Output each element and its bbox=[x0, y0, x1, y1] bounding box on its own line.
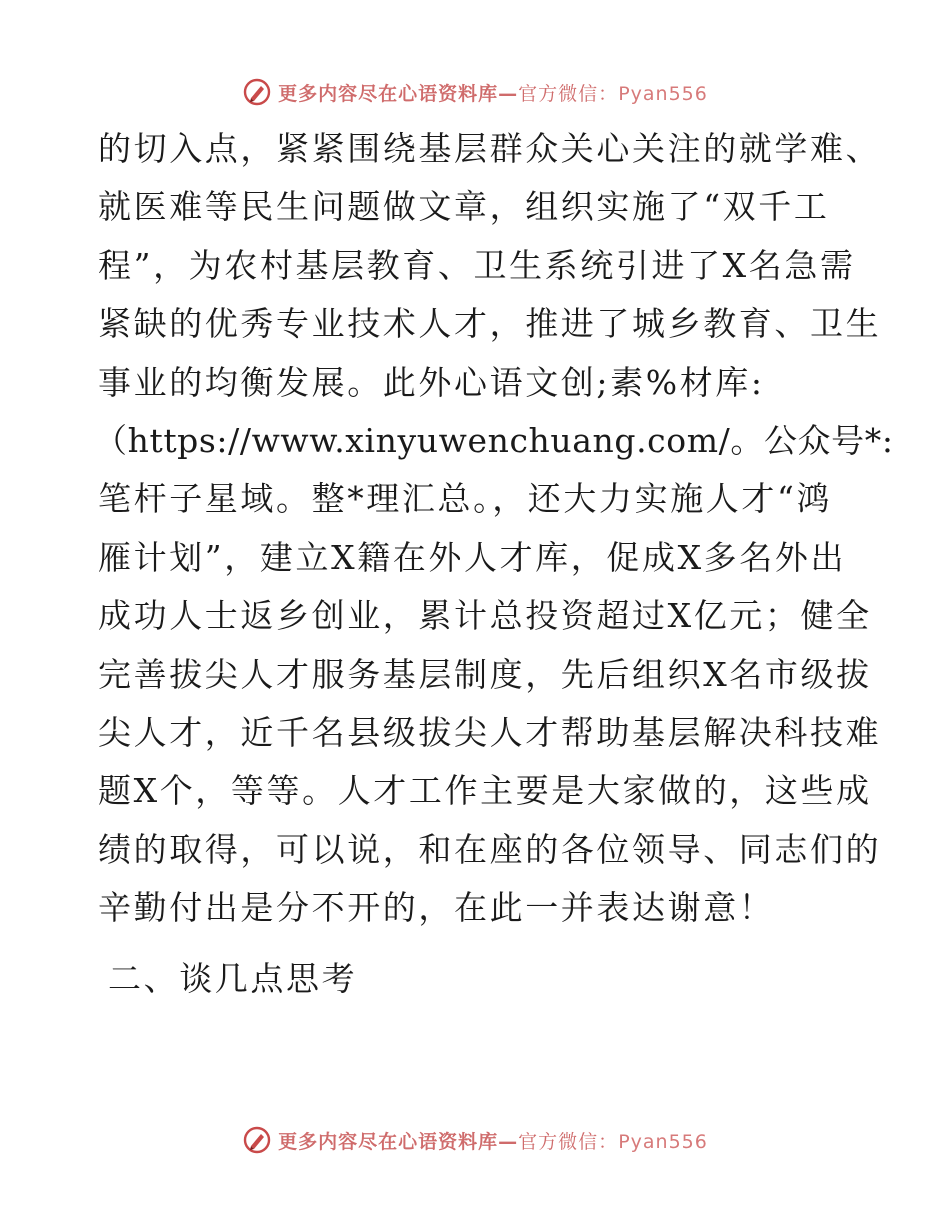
body-line: 完善拔尖人才服务基层制度，先后组织X名市级拔 bbox=[98, 654, 872, 694]
watermark-text bbox=[278, 79, 708, 106]
watermark-text bbox=[278, 1127, 708, 1154]
body-line: 雁计划”，建立X籍在外人才库，促成X多名外出 bbox=[98, 537, 847, 577]
body-line: 程”，为农村基层教育、卫生系统引进了X名急需 bbox=[98, 245, 856, 285]
pen-logo-icon bbox=[242, 1125, 272, 1155]
body-line: 题X个，等等。人才工作主要是大家做的，这些成 bbox=[98, 771, 872, 811]
watermark-banner-top bbox=[0, 72, 950, 112]
body-line: 尖人才，近千名县级拔尖人才帮助基层解决科技难 bbox=[98, 712, 882, 752]
watermark-handle: Pyan556 bbox=[618, 82, 708, 105]
body-line: 紧缺的优秀专业技术人才，推进了城乡教育、卫生 bbox=[98, 304, 882, 344]
watermark-prefix: 更多内容尽在心语资料库 bbox=[278, 82, 499, 105]
watermark-label: 官方微信： bbox=[518, 82, 619, 105]
watermark-separator: — bbox=[498, 1130, 519, 1153]
body-line: 笔杆子星域。整*理汇总。，还大力实施人才“鸿 bbox=[98, 479, 833, 519]
body-line: 的切入点，紧紧围绕基层群众关心关注的就学难、 bbox=[98, 129, 882, 168]
pen-logo-icon bbox=[242, 77, 272, 107]
document-body bbox=[94, 120, 894, 937]
body-line: 辛勤付出是分不开的，在此一并表达谢意！ bbox=[98, 888, 775, 928]
body-line: 事业的均衡发展。此外心语文创;素%材库: bbox=[98, 362, 765, 402]
body-line: （https://www.xinyuwenchuang.com/。公众号*: bbox=[94, 420, 894, 460]
watermark-separator: — bbox=[498, 82, 519, 105]
watermark-label: 官方微信： bbox=[518, 1130, 619, 1153]
watermark-handle: Pyan556 bbox=[618, 1130, 708, 1153]
section-heading: 二、谈几点思考 bbox=[108, 959, 358, 998]
watermark-banner-bottom bbox=[0, 1120, 950, 1160]
body-line: 绩的取得，可以说，和在座的各位领导、同志们的 bbox=[98, 829, 882, 869]
watermark-prefix: 更多内容尽在心语资料库 bbox=[278, 1130, 499, 1153]
body-line: 成功人士返乡创业，累计总投资超过X亿元；健全 bbox=[98, 596, 872, 636]
body-line: 就医难等民生问题做文章，组织实施了“双千工 bbox=[98, 187, 830, 227]
